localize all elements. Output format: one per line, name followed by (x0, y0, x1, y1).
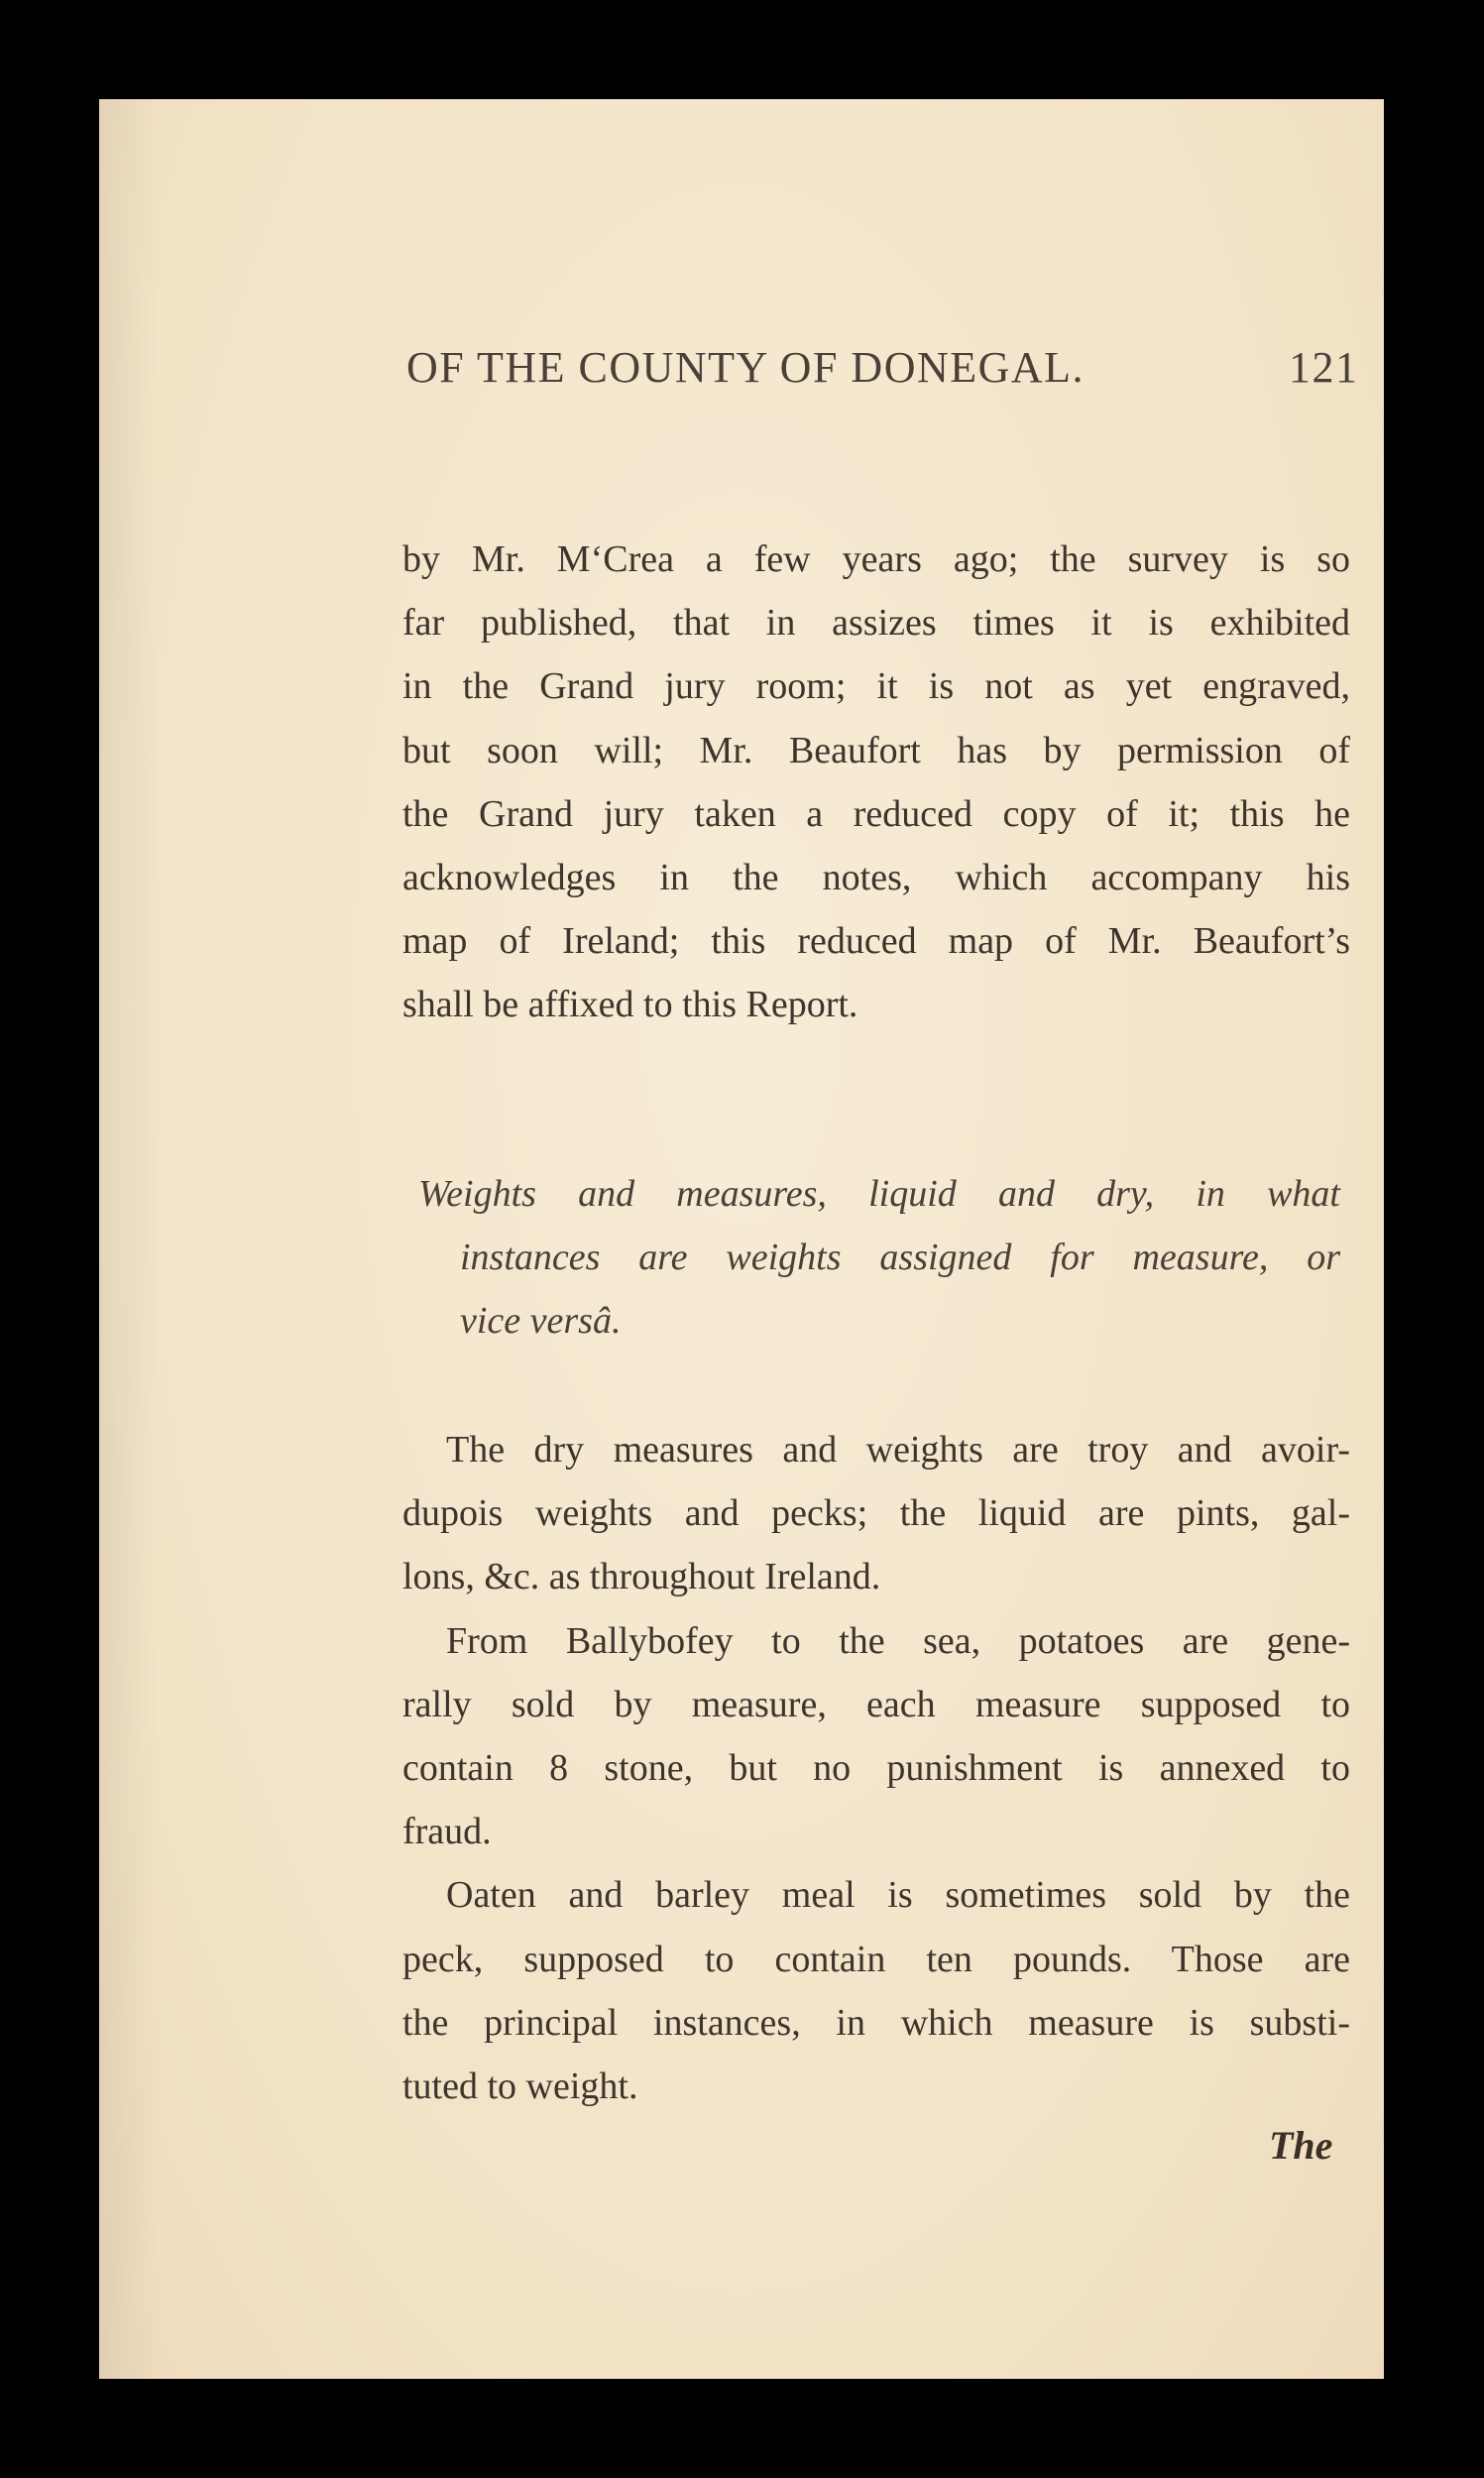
text-line: far published, that in assizes times it is exhibited (402, 602, 1350, 645)
text-line: but soon will; Mr. Beaufort has by permission of (402, 729, 1350, 771)
text-line: map of Ireland; this reduced map of Mr. Beaufort’s (402, 920, 1350, 963)
text-line: lons, &c. as throughout Ireland. (402, 1556, 881, 1598)
catchword: The (1269, 2123, 1333, 2168)
section-heading (418, 1162, 1340, 1353)
text-line: the Grand jury taken a reduced copy of it; this he (402, 792, 1350, 835)
text-line: by Mr. M‘Crea a few years ago; the survey is so (402, 538, 1350, 580)
text-line: in the Grand jury room; it is not as yet engraved, (402, 665, 1350, 708)
text-line: Oaten and barley meal is sometimes sold by the (446, 1874, 1350, 1917)
text-line: the principal instances, in which measure is substi- (402, 2001, 1350, 2044)
paragraph-body (402, 1418, 1350, 2118)
text-line: fraud. (402, 1811, 492, 1853)
text-line: shall be affixed to this Report. (402, 984, 858, 1026)
paragraph-survey (402, 528, 1350, 1037)
text-line: peck, supposed to contain ten pounds. Those are (402, 1938, 1350, 1980)
book-page (99, 99, 1384, 2379)
text-line: acknowledges in the notes, which accompany his (402, 857, 1350, 899)
running-title: OF THE COUNTY OF DONEGAL. (406, 343, 1085, 392)
text-line: contain 8 stone, but no punishment is annexed to (402, 1747, 1350, 1790)
text-line: From Ballybofey to the sea, potatoes are gene- (446, 1619, 1350, 1662)
heading-line: vice versâ. (460, 1300, 622, 1342)
heading-line: Weights and measures, liquid and dry, in what (418, 1173, 1340, 1215)
page-number: 121 (1289, 343, 1359, 392)
text-line: The dry measures and weights are troy and avoir- (446, 1429, 1350, 1471)
text-line: rally sold by measure, each measure supposed to (402, 1683, 1350, 1725)
text-line: tuted to weight. (402, 2065, 638, 2108)
heading-line: instances are weights assigned for measure, or (460, 1237, 1340, 1278)
text-line: dupois weights and pecks; the liquid are pints, gal- (402, 1492, 1350, 1535)
